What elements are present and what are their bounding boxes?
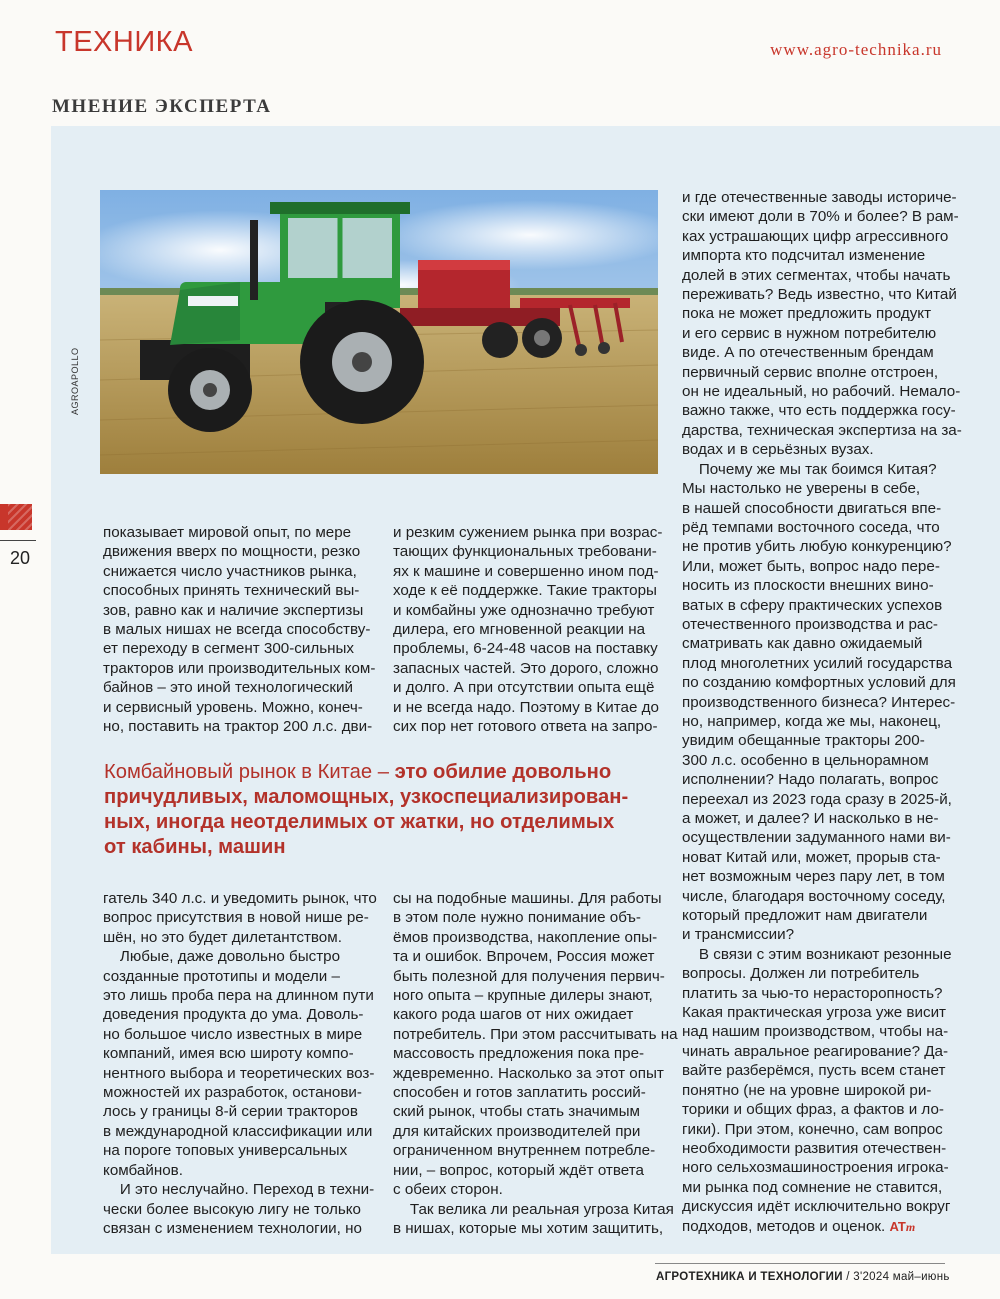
footer-issue: / 3'2024 май–июнь [842,1271,950,1283]
pull-quote-line-3: ных, иногда неотделимых от жатки, но отделимых [104,811,615,833]
photo-credit: AGROAPOLLO [70,347,80,415]
footer-divider [655,1263,945,1264]
column-2-top: и резким сужением рынка при возрас- тающих функциональных требовани- ях к машине и совершенно ином под- ходе к её поддержке. Такие тракторы и комбайны уже однозначно требуют дилера, его мгновенной реакции на проблемы, 6-24-48 часов на поставку запасных частей. Это дорого, сложно и долго. А при отсутствии опыта ещё и не всегда надо. Поэтому в Китае до сих пор нет готового ответа на запро- [393,524,663,736]
pull-quote-line-1: это обилие довольно [394,761,612,783]
column-3-text: и где отечественные заводы историче- ски имеют доли в 70% и более? В рам- ках устрашающих цифр агрессивного импорта кто подсчитал изменение долей в этих сегментах, чтобы начать переживать? Ведь известно, что Китай пока не может предложить продукт и его сервис в нужном потребителю виде. А по отечественным брендам первичный сервис вполне отстроен, он не идеальный, но рабочий. Немало- важно также, что есть поддержка госу- дарства, техническая экспертиза на за- водах и в серьёзных вузах. Почему же мы так боимся Китая? Мы настолько не уверены в себе, в нашей способности двигаться впе- рёд темпами восточного соседа, что не против убить любую конкуренцию? Или, может быть, вопрос надо пере- носить из плоскости внешних вино- ватых в сферу практических успехов отечественного производства и рас- сматривать как давно ожидаемый плод многолетних усилий государства по созданию комфортных условий для производственного бизнеса? Интерес- но, например, когда же мы, наконец, увидим обещанные тракторы 200- 300 л.с. особенно в цельнорамном исполнении? Надо полагать, вопрос переехал из 2023 года сразу в 2025-й, а может, и далее? И насколько в не- осуществлении задуманного нами ви- новат Китай или, может, прорыв ста- нет возможным через пару лет, в том числе, благодаря восточному соседу, который предложит нам двигатели и трансмиссии? В связи с этим возникают резонные вопросы. Должен ли потребитель платить за чью-то нерасторопность? Какая практическая угроза уже висит над нашим производством, чтобы на- чинать авральное реагирование? Да- вайте разберёмся, пусть всем станет понятно (не на уровне широкой ри- торики и общих фраз, а фактов и ло- гики). При этом, конечно, сам вопрос необходимости развития отечествен- ного сельхозмашиностроения игрока- ми рынка под сомнение не ставится, дискуссия идёт исключительно вокруг подходов, методов и оценок. [682,189,962,1235]
page-number: 20 [10,548,31,568]
page-number-divider [0,540,36,541]
subsection-title: МНЕНИЕ ЭКСПЕРТА [52,96,272,117]
pull-quote-lead: Комбайновый рынок в Китае – [104,761,395,783]
column-1-bottom: гатель 340 л.с. и уведомить рынок, что вопрос присутствия в новой нише ре- шён, но это будет дилетантством. Любые, даже довольно быстро созданные прототипы и модели – это лишь проба пера на длинном пути доведения продукта до ума. Доволь- но большое число известных в мире компаний, имея всю широту компо- нентного выбора и теоретических воз- можностей их разработок, останови- лось у границы 8-й серии тракторов в международной классификации или на пороге топовых универсальных комбайнов. И это неслучайно. Переход в техни- чески более высокую лигу не только связан с изменением технологии, но [103,890,377,1237]
page-accent-bar [0,504,32,530]
footer [656,1271,950,1283]
tractor-with-seeder-photo-icon [100,190,658,474]
end-mark-main: AT [889,1218,906,1234]
column-1-top: показывает мировой опыт, по мере движения вверх по мощности, резко снижается число участников рынка, способных принять технический вы- зов, равно как и наличие экспертизы в малых нишах не всегда способству- ет переходу в сегмент 300-сильных тракторов или производительных ком- байнов – это иной технологический и сервисный уровень. Можно, конеч- но, поставить на трактор 200 л.с. дви- [103,524,376,736]
column-2-bottom: сы на подобные машины. Для работы в этом поле нужно понимание объ- ёмов производства, накопление опы- та и ошибок. Впрочем, Россия может быть полезной для получения первич- ного опыта – крупные дилеры знают, какого рода шагов от них ожидает потребитель. При этом рассчитывать на массовость предложения пока пре- ждевременно. Насколько за этот опыт способен и готов заплатить россий- ский рынок, чтобы стать значимым для китайских производителей при ограниченном внутреннем потребле- нии, – вопрос, который ждёт ответа с обеих сторон. Так велика ли реальная угроза Китая в нишах, которые мы хотим защитить, [393,890,678,1237]
column-3 [682,188,962,1237]
pull-quote-line-4: от кабины, машин [104,836,286,858]
tractor-photo [100,190,658,474]
footer-magazine-name: АГРОТЕХНИКА И ТЕХНОЛОГИИ [656,1271,843,1283]
pull-quote-line-2: причудливых, маломощных, узкоспециализирован- [104,786,629,808]
pull-quote [104,760,664,860]
section-title: ТЕХНИКА [55,26,193,58]
end-mark-logo [889,1219,915,1234]
website-url[interactable]: www.agro-technika.ru [770,40,942,59]
end-mark-sub: m [905,1219,916,1234]
